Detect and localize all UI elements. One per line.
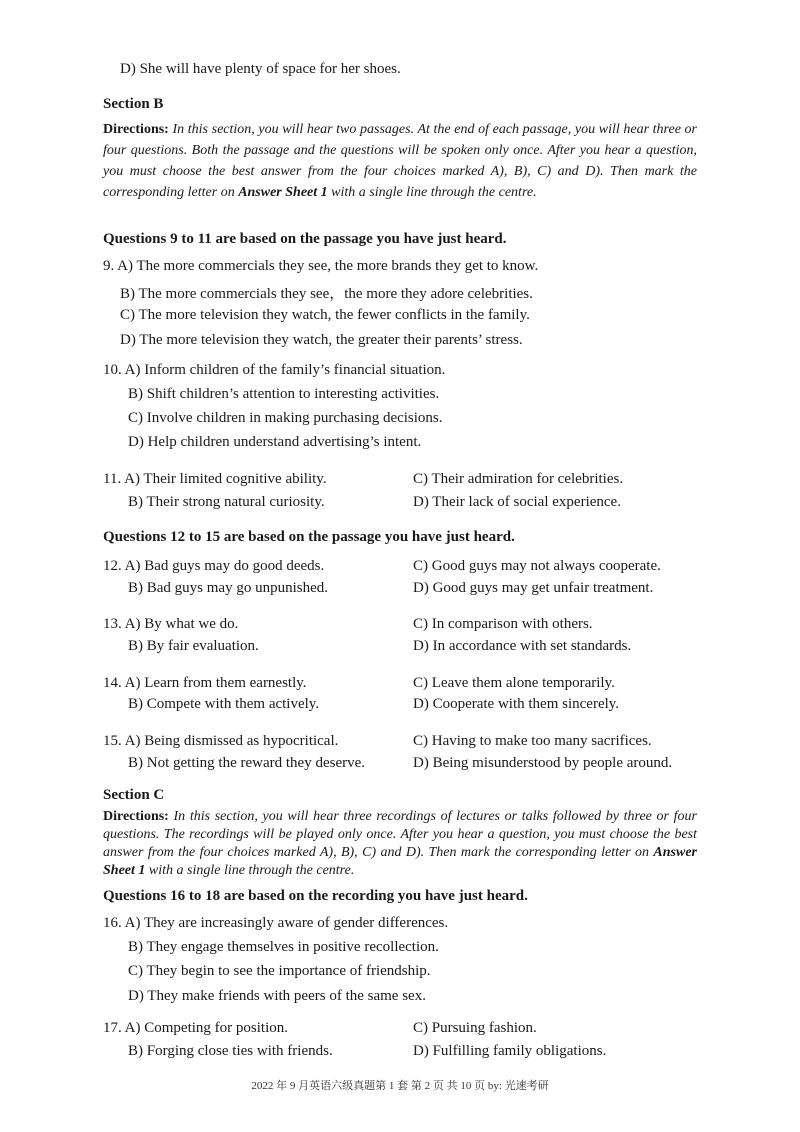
directions-text: In this section, you will hear two passages. At the end of each passage, you will hear three or four questions. Both the passage and the questions will be spoken only once. After you hear a question, you must choose the best answer from the four choices marked A), B), C) and D). Then mark the corresponding letter on xyxy=(103,122,697,200)
q17-option-c: C) Pursuing fashion. xyxy=(413,1020,537,1036)
q17-option-a: 17. A) Competing for position. xyxy=(103,1020,288,1036)
question-group-heading: Questions 16 to 18 are based on the recording you have just heard. xyxy=(103,888,528,904)
q9-option-d: D) The more television they watch, the greater their parents’ stress. xyxy=(120,332,523,348)
q17-option-b: B) Forging close ties with friends. xyxy=(128,1043,333,1059)
section-b-directions xyxy=(103,119,697,203)
answer-sheet-ref: Answer Sheet 1 xyxy=(238,185,328,200)
q16-option-b: B) They engage themselves in positive recollection. xyxy=(128,939,439,955)
q11-option-c: C) Their admiration for celebrities. xyxy=(413,471,624,487)
section-c-directions xyxy=(103,808,697,880)
q9-option-b: B) The more commercials they see，the more they adore celebrities. xyxy=(120,286,533,302)
q10-option-b: B) Shift children’s attention to interesting activities. xyxy=(128,386,440,402)
q10-option-c: C) Involve children in making purchasing decisions. xyxy=(128,410,443,426)
q8-option-d: D) She will have plenty of space for her shoes. xyxy=(120,61,401,77)
question-group-heading: Questions 12 to 15 are based on the passage you have just heard. xyxy=(103,529,515,545)
q14-option-a: 14. A) Learn from them earnestly. xyxy=(103,675,307,691)
question-group-heading: Questions 9 to 11 are based on the passage you have just heard. xyxy=(103,231,507,247)
section-c-title: Section C xyxy=(103,787,165,803)
section-b-title: Section B xyxy=(103,96,164,112)
q9-option-a: 9. A) The more commercials they see, the more brands they get to know. xyxy=(103,258,539,274)
q12-option-b: B) Bad guys may go unpunished. xyxy=(128,580,328,596)
q13-option-d: D) In accordance with set standards. xyxy=(413,638,632,654)
q15-option-d: D) Being misunderstood by people around. xyxy=(413,755,673,771)
directions-text-end: with a single line through the centre. xyxy=(145,863,355,878)
directions-text-end: with a single line through the centre. xyxy=(327,185,537,200)
q16-option-d: D) They make friends with peers of the same sex. xyxy=(128,988,426,1004)
q11-option-a: 11. A) Their limited cognitive ability. xyxy=(103,471,327,487)
q9-option-c: C) The more television they watch, the fewer conflicts in the family. xyxy=(120,307,530,323)
q14-option-d: D) Cooperate with them sincerely. xyxy=(413,696,620,712)
q16-option-a: 16. A) They are increasingly aware of gender differences. xyxy=(103,915,449,931)
q17-option-d: D) Fulfilling family obligations. xyxy=(413,1043,607,1059)
q10-option-d: D) Help children understand advertising’s intent. xyxy=(128,434,422,450)
q13-option-c: C) In comparison with others. xyxy=(413,616,593,632)
q12-option-c: C) Good guys may not always cooperate. xyxy=(413,558,661,574)
q11-option-b: B) Their strong natural curiosity. xyxy=(128,494,325,510)
directions-label: Directions: xyxy=(103,809,169,824)
page-footer: 2022 年 9 月英语六级真题第 1 套 第 2 页 共 10 页 by: 光速考研 xyxy=(251,1080,549,1092)
q10-option-a: 10. A) Inform children of the family’s financial situation. xyxy=(103,362,446,378)
q15-option-c: C) Having to make too many sacrifices. xyxy=(413,733,652,749)
q12-option-d: D) Good guys may get unfair treatment. xyxy=(413,580,654,596)
q14-option-b: B) Compete with them actively. xyxy=(128,696,320,712)
q11-option-d: D) Their lack of social experience. xyxy=(413,494,621,510)
directions-label: Directions: xyxy=(103,122,169,137)
q16-option-c: C) They begin to see the importance of friendship. xyxy=(128,963,431,979)
q13-option-a: 13. A) By what we do. xyxy=(103,616,239,632)
q15-option-a: 15. A) Being dismissed as hypocritical. xyxy=(103,733,339,749)
q12-option-a: 12. A) Bad guys may do good deeds. xyxy=(103,558,325,574)
q13-option-b: B) By fair evaluation. xyxy=(128,638,259,654)
q14-option-c: C) Leave them alone temporarily. xyxy=(413,675,615,691)
q15-option-b: B) Not getting the reward they deserve. xyxy=(128,755,366,771)
directions-text: In this section, you will hear three recordings of lectures or talks followed by three or four questions. The recordings will be played only once. After you hear a question, you must choose the best answer from the four choices marked A), B), C) and D). Then mark the corresponding letter on xyxy=(103,809,697,860)
answer-sheet-ref: Answer Sheet 1 xyxy=(103,845,697,878)
